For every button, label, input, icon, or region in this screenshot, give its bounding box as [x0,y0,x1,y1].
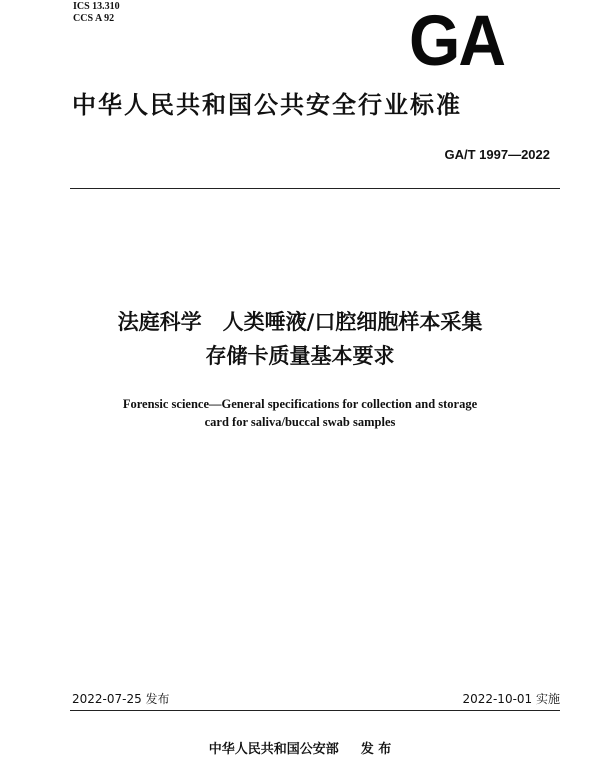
implementation-date: 2022-10-01 实施 [462,692,560,706]
english-title-line-2: card for saliva/buccal swab samples [204,415,396,429]
english-title-line-1: Forensic science—General specifications for collection and storage [122,397,478,411]
publisher-action: 发 布 [360,742,392,757]
publisher-name: 中华人民共和国公安部 [208,742,339,757]
chinese-title-line-1: 法庭科学 人类唾液/口腔细胞样本采集 [117,310,483,334]
chinese-title [0,305,600,373]
standard-category-title: 中华人民共和国公共安全行业标准 [72,91,462,119]
bottom-divider [70,710,560,711]
chinese-title-line-2: 存储卡质量基本要求 [205,344,395,368]
english-title [0,395,600,431]
standard-number: GA/T 1997—2022 [444,147,550,162]
publisher [0,738,600,757]
classification-codes [73,1,120,25]
top-divider [70,188,560,189]
issue-date: 2022-07-25 发布 [72,692,170,706]
ccs-code: CCS A 92 [73,13,115,24]
ics-code: ICS 13.310 [73,1,120,12]
ga-logo: GA [409,0,504,81]
